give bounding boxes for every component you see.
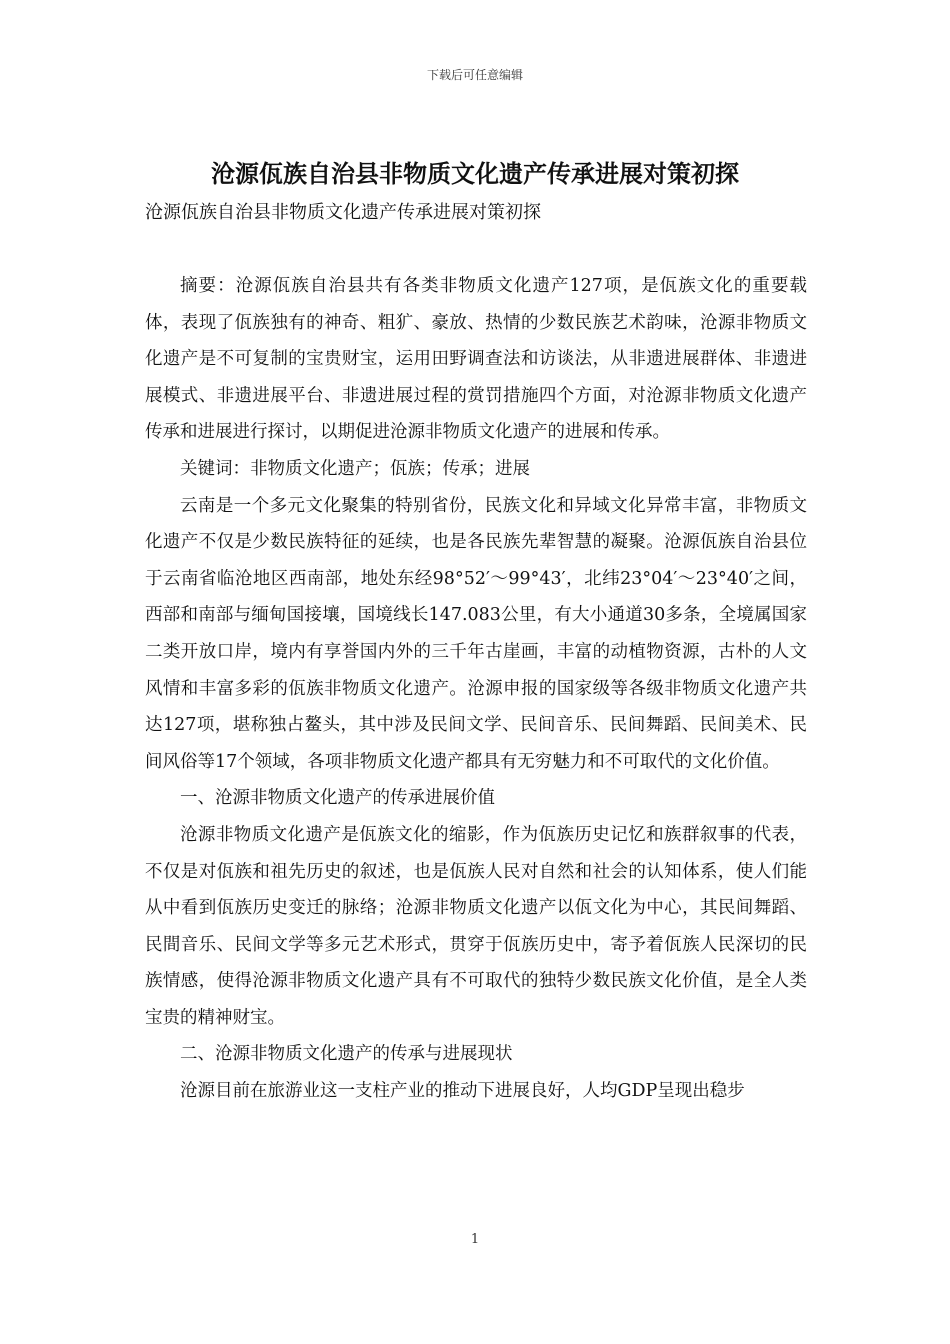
page-number: 1	[470, 1232, 480, 1247]
section-heading-2: 二、沧源非物质文化遗产的传承与进展现状	[180, 1044, 513, 1065]
document-title: 沧源佤族自治县非物质文化遗产传承进展对策初探	[211, 159, 739, 188]
section-2-paragraph: 沧源目前在旅游业这一支柱产业的推动下进展良好，人均GDP呈现出稳步	[180, 1081, 745, 1102]
keywords-paragraph: 关键词：非物质文化遗产；佤族；传承；进展	[180, 458, 530, 479]
header-note: 下载后可任意编辑	[426, 68, 523, 82]
document-subtitle: 沧源佤族自治县非物质文化遗产传承进展对策初探	[145, 202, 541, 223]
section-1-paragraph: 沧源非物质文化遗产是佤族文化的缩影，作为佤族历史记忆和族群叙事的代表，不仅是对佤族和祖先历史的叙述，也是佤族人民对自然和社会的认知体系，使人们能从中看到佤族历史变迁的脉络；沧源非物质文化遗产以佤文化为中心，其民间舞蹈、民間音乐、民间文学等多元艺术形式，贯穿于佤族历史中，寄予着佤族人民深切的民族情感，使得沧源非物质文化遗产具有不可取代的独特少数民族文化价值，是全人类宝贵的精神财宝。	[145, 824, 807, 1028]
abstract-paragraph: 摘要：沧源佤族自治县共有各类非物质文化遗产127项，是佤族文化的重要载体，表现了佤族独有的神奇、粗犷、豪放、热情的少数民族艺术韵味，沧源非物质文化遗产是不可复制的宝贵财宝，运用田野调查法和访谈法，从非遗进展群体、非遗进展模式、非遗进展平台、非遗进展过程的赏罚措施四个方面，对沧源非物质文化遗产传承和进展进行探讨，以期促进沧源非物质文化遗产的进展和传承。	[145, 276, 807, 443]
intro-paragraph: 云南是一个多元文化聚集的特别省份，民族文化和异域文化异常丰富，非物质文化遗产不仅是少数民族特征的延续，也是各民族先辈智慧的凝聚。沧源佤族自治县位于云南省临沧地区西南部，地处东经98°52′～99°43′，北纬23°04′～23°40′之间，西部和南部与缅甸国接壤，国境线长147.083公里，有大小通道30多条，全境属国家二类开放口岸，境内有享誉国内外的三千年古崖画，丰富的动植物资源，古朴的人文风情和丰富多彩的佤族非物质文化遗产。沧源申报的国家级等各级非物质文化遗产共达127项，堪称独占鳌头，其中涉及民间文学、民间音乐、民间舞蹈、民间美术、民间风俗等17个领域，各项非物质文化遗产都具有无穷魅力和不可取代的文化价值。	[145, 495, 807, 772]
document-body	[145, 268, 807, 1110]
section-heading-1: 一、沧源非物质文化遗产的传承进展价值	[180, 788, 495, 809]
